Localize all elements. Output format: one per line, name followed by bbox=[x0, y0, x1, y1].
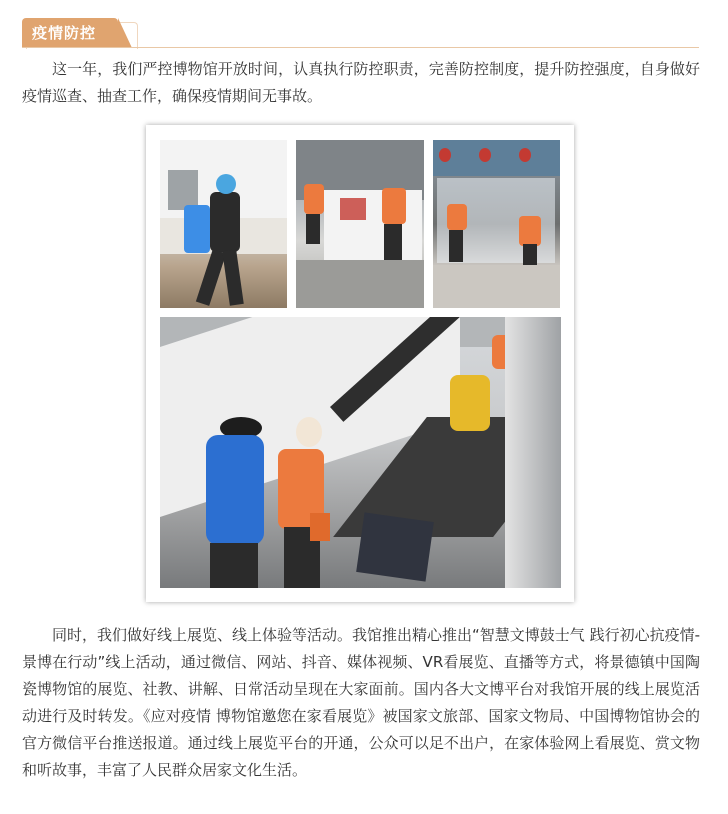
paragraph-prevention: 这一年，我们严控博物馆开放时间，认真执行防控职责，完善防控制度，提升防控强度，自身做好疫情巡查、抽查工作，确保疫情期间无事故。 bbox=[22, 60, 700, 105]
photo-entrance-door bbox=[433, 140, 560, 308]
section-tag: 疫情防控 bbox=[22, 18, 118, 48]
photo-collage bbox=[146, 125, 574, 602]
section-header bbox=[22, 18, 699, 48]
photo-disinfection-sprayer bbox=[160, 140, 287, 308]
photo-lobby-desk bbox=[296, 140, 424, 308]
section-divider bbox=[22, 47, 699, 48]
photo-escalator bbox=[160, 317, 561, 588]
paragraph-online-exhibitions: 同时，我们做好线上展览、线上体验等活动。我馆推出精心推出“智慧文博鼓士气 践行初心抗疫情-景博在行动”线上活动，通过微信、网站、抖音、媒体视频、VR看展览、直播等方式，将景德镇中国陶瓷博物馆的展览、社教、讲解、日常活动呈现在大家面前。国内各大文博平台对我馆开展的线上展览活动进行及时转发。《应对疫情 博物馆邀您在家看展览》被国家文旅部、国家文物局、中国博物馆协会的官方微信平台推送报道。通过线上展览平台的开通，公众可以足不出户，在家体验网上看展览、赏文物和听故事，丰富了人民群众居家文化生活。 bbox=[22, 626, 700, 779]
